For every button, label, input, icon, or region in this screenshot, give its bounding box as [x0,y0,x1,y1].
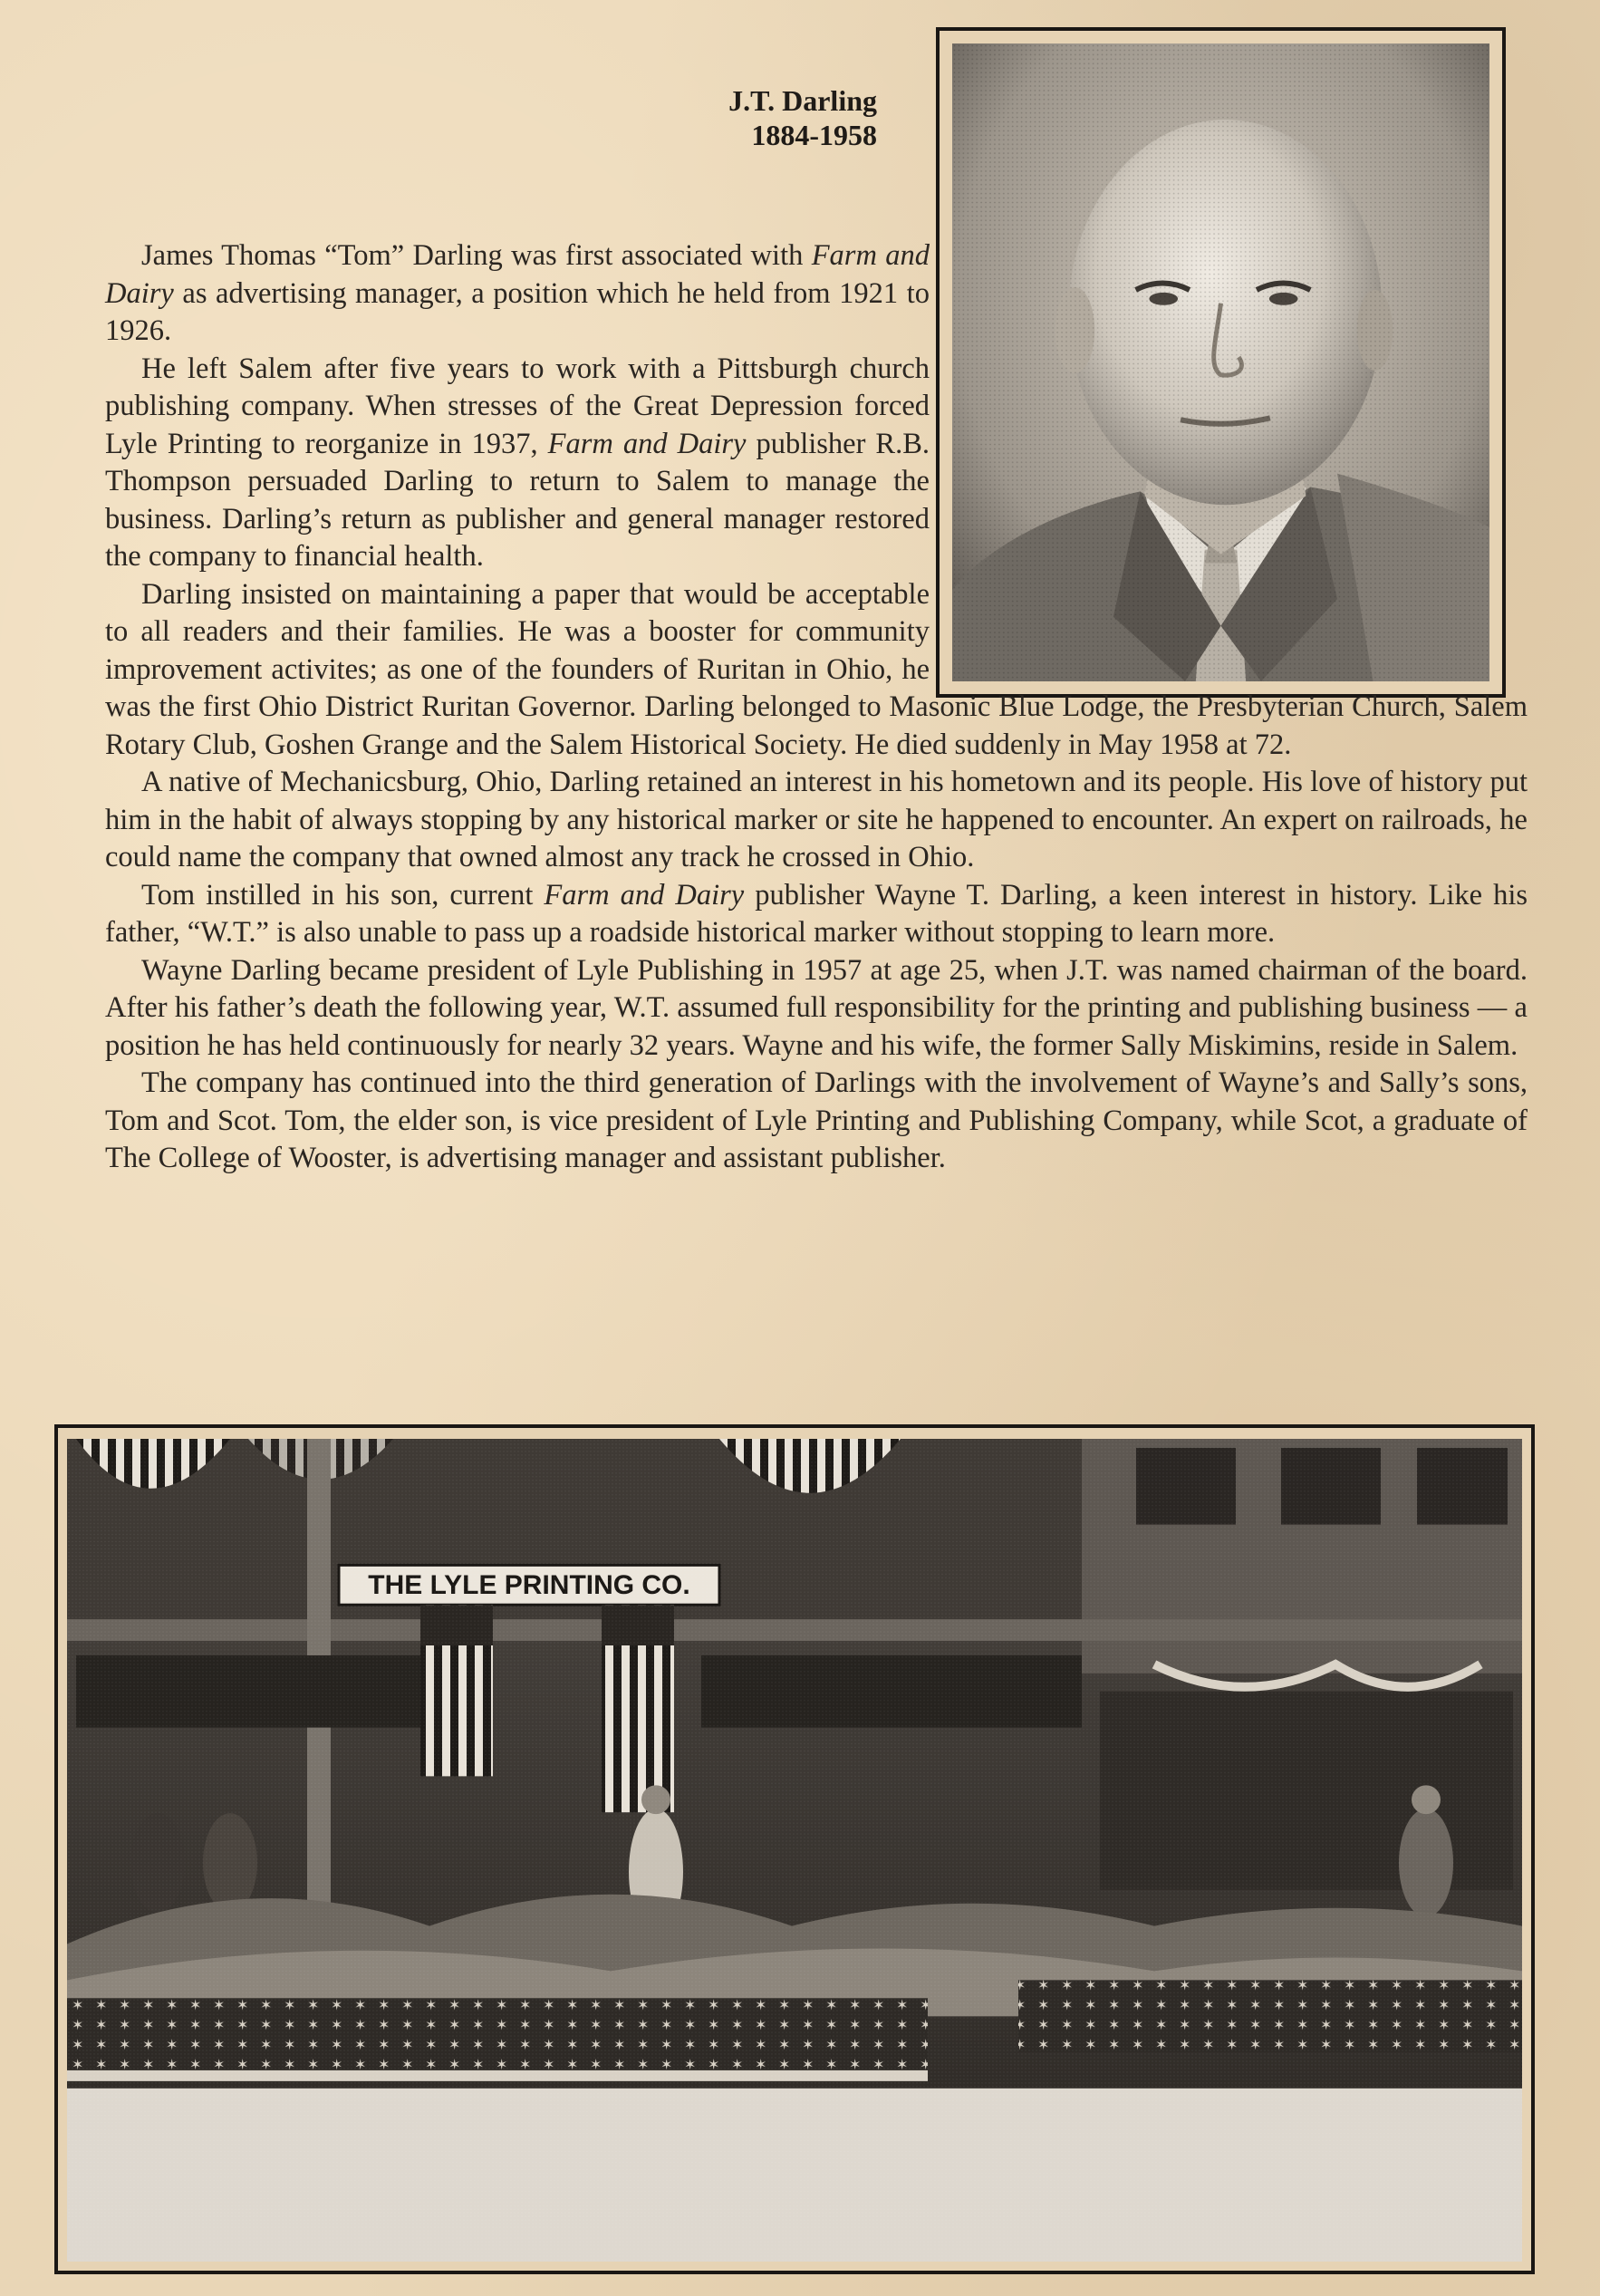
subject-name: J.T. Darling [728,84,877,117]
paragraph-5: Tom instilled in his son, current Farm and Dairy publisher Wayne T. Darling, a keen interest in history. Like his father, “W.T.” is also unable to pass up a roadside historical marker without stopping to learn more. [105,878,1528,949]
storefront-photo-frame [54,1424,1535,2274]
paragraph-3: Darling insisted on maintaining a paper that would be acceptable to all readers and their families. He was a booster for community improvement activites; as one of the founders of Ruritan in Ohio, he was the first Ohio District Ruritan Governor. Darling belonged to Masonic Blue Lodge, the Presbyterian Church, Salem Rotary Club, Goshen Grange and the Salem Historical Society. He died suddenly in May 1958 at 72. [105,577,1528,761]
paragraph-7: The company has continued into the third generation of Darlings with the involvement of Wayne’s and Sally’s sons, Tom and Scot. Tom, the elder son, is vice president of Lyle Printing and Publishing Company, while Scot, a graduate of The College of Wooster, is advertising manager and assistant publisher. [105,1066,1528,1174]
paragraph-4: A native of Mechanicsburg, Ohio, Darling retained an interest in his hometown and its people. His love of history put him in the habit of always stopping by any historical marker or site he happened to encounter. An expert on railroads, he could name the company that owned almost any track he crossed in Ohio. [105,766,1528,873]
article-body [105,237,1528,1178]
paragraph-1: James Thomas “Tom” Darling was first associated with Farm and Dairy as advertising manager, a position which he held from 1921 to 1926. [105,239,930,347]
paragraph-6: Wayne Darling became president of Lyle Publishing in 1957 at age 25, when J.T. was named chairman of the board. After his father’s death the following year, W.T. assumed full responsibility for the printing and publishing business — a position he has held continuously for nearly 32 years. Wayne and his wife, the former Sally Miskimins, reside in Salem. [105,953,1528,1062]
paragraph-2: He left Salem after five years to work with a Pittsburgh church publishing company. When stresses of the Great Depression forced Lyle Printing to reorganize in 1937, Farm and Dairy publisher R.B. Thompson persuaded Darling to return to Salem to manage the business. Darling’s return as publisher and general manager restored the company to financial health. [105,352,930,573]
subject-years: 1884-1958 [751,119,877,151]
article-heading [544,83,877,152]
storefront-photo-icon [67,1439,1522,2262]
